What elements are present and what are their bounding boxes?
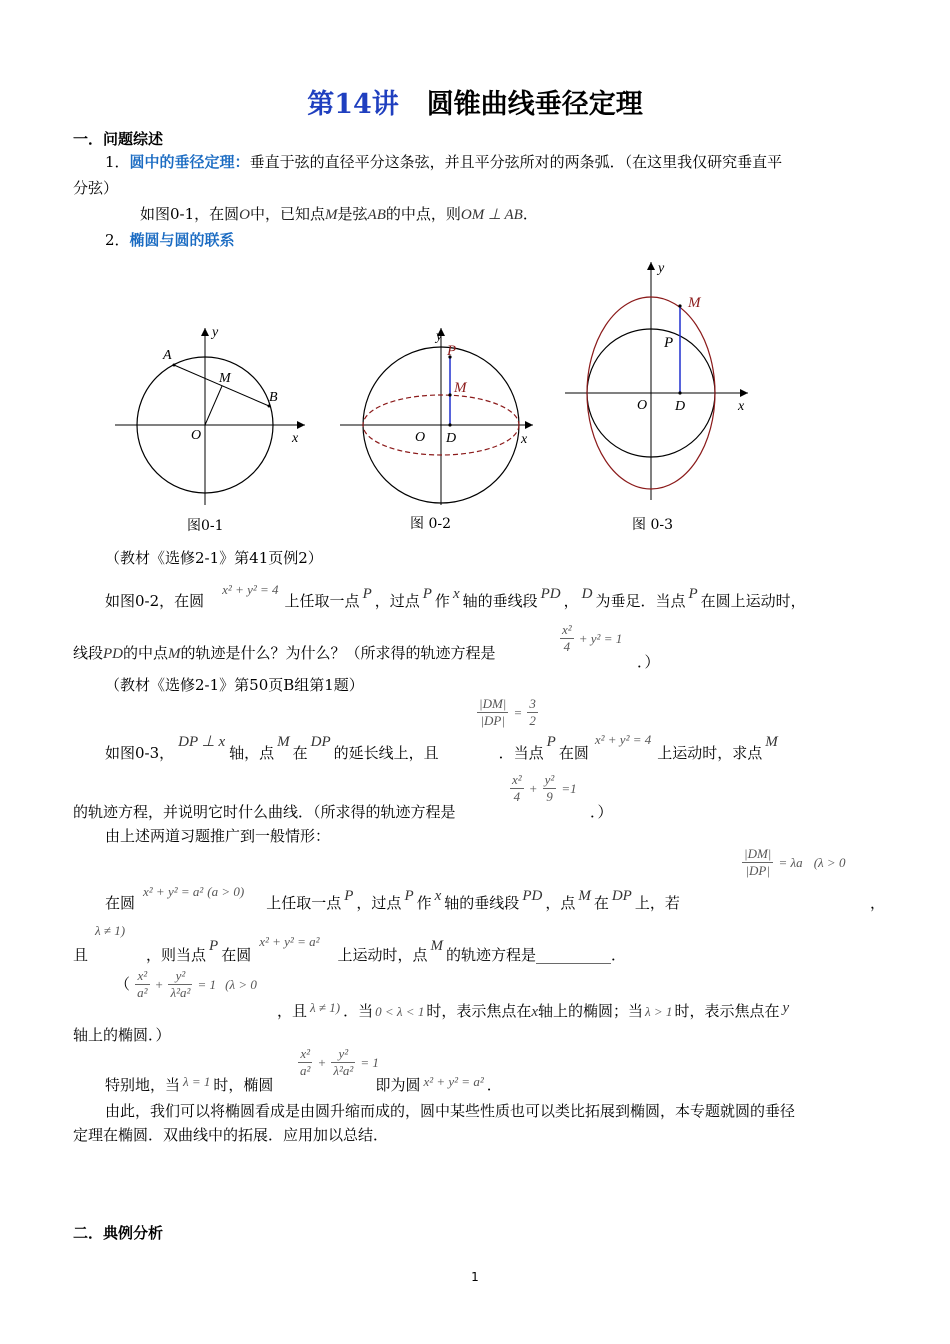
label-d: D	[675, 399, 686, 414]
general-line-1-comma: ，	[870, 894, 886, 912]
caption-0-2: 图 0-2	[410, 516, 451, 532]
example-2-line-2: 的轨迹方程，并说明它时什么曲线．（所求得的轨迹方程是	[73, 803, 456, 821]
summary-line-2: 定理在椭圆．双曲线中的拓展．应用加以总结．	[73, 1126, 389, 1144]
figure-0-3	[560, 258, 770, 508]
label-x: x	[292, 431, 299, 446]
caption-0-1: 图0-1	[187, 518, 224, 534]
lecture-number: 第14讲	[307, 89, 399, 120]
section-heading-2: 二．典例分析	[73, 1224, 164, 1242]
example-2-line-1: 如图0-3，DP ⊥ x轴，点M在DP的延长线上，且 ．当点P在圆x² + y² = 4上运动时，求点M	[105, 732, 778, 762]
special-case: 特别地，当 λ = 1 时，椭圆 即为圆 x² + y² = a² ．	[105, 1074, 502, 1094]
label-d: D	[446, 431, 457, 446]
example-1-end: ．）	[637, 653, 660, 671]
label-m: M	[219, 371, 231, 386]
label-o: O	[191, 428, 202, 443]
label-y: y	[658, 261, 665, 276]
caption-0-3: 图 0-3	[632, 517, 673, 533]
x-axis-arrow	[297, 421, 305, 429]
label-p: P	[447, 343, 457, 359]
special-ellipse-eq: $\frac{\text{x²}}{\text{a²}}$ + $\frac{\text{y²}}{\text{λ²a²}}$ = 1	[300, 1046, 379, 1078]
section-heading-1: 一．问题综述	[73, 130, 164, 148]
label-p: P	[664, 335, 674, 351]
general-answer-cont: 轴上的椭圆．）	[73, 1026, 171, 1044]
general-line-1: 在圆x² + y² = a² (a > 0)上任取一点 P ，过点 P 作 x 轴的垂线段 PD ，点 M 在 DP 上，若	[105, 884, 680, 912]
general-line-2: 且 ，则当点 P 在圆x² + y² = a²上运动时，点 M 的轨迹方程是__________．	[73, 934, 627, 964]
label-o: O	[415, 430, 426, 445]
label-m: M	[454, 380, 467, 396]
label-a: A	[163, 348, 172, 363]
fig01-statement: 如图0-1，在圆O中，已知点M是弦AB的中点，则OM ⊥ AB．	[140, 205, 538, 223]
example-2-end: ．）	[590, 803, 613, 821]
lecture-title: 圆锥曲线垂径定理	[426, 89, 643, 120]
page-number: 1	[471, 1270, 479, 1284]
item-1: 1．圆中的垂径定理：垂直于弦的直径平分这条弦，并且平分弦所对的两条弧．（在这里我仅研究垂直平	[105, 153, 783, 171]
example-1-line-2: 线段PD的中点M的轨迹是什么？为什么？（所求得的轨迹方程是	[73, 644, 496, 662]
item-1-cont: 分弦）	[73, 179, 119, 197]
example-1-answer: $\frac{\text{x²}}{4}$ + y² = 1	[562, 622, 623, 654]
figure-0-1	[110, 320, 310, 520]
general-answer-eq: （ $\frac{\text{x²}}{\text{a²}}$ + $\frac{\text{y²}}{\text{λ²a²}}$ = 1 (λ > 0	[115, 968, 257, 1000]
item-1-label: 圆中的垂径定理：	[129, 153, 250, 171]
page-title	[0, 82, 950, 121]
figure-0-2	[335, 320, 545, 520]
example-1-line-1: 如图0-2，在圆x² + y² = 4上任取一点 P ，过点 P 作 x 轴的垂线段 PD ， D 为垂足．当点 P 在圆上运动时，	[105, 582, 806, 610]
general-ratio: $\frac{|DM|}{|DP|}$ = λa (λ > 0	[744, 846, 846, 878]
reference-2: （教材《选修2-1》第50页B组第1题）	[105, 676, 364, 694]
label-b: B	[269, 390, 278, 405]
y-axis-arrow	[201, 328, 209, 336]
label-x: x	[521, 432, 528, 447]
label-y: y	[436, 329, 443, 344]
item-2-label: 椭圆与圆的联系	[129, 231, 235, 249]
summary-line-1: 由此，我们可以将椭圆看成是由圆升缩而成的，圆中某些性质也可以类比拓展到椭圆，本专题就圆的垂径	[105, 1102, 796, 1120]
ratio-fraction: $\frac{|DM|}{|DP|}$ = $\frac{3}{2}$	[479, 696, 536, 728]
lambda-condition: λ ≠ 1)	[95, 923, 126, 938]
reference-1: （教材《选修2-1》第41页例2）	[105, 549, 323, 567]
generalization-intro: 由上述两道习题推广到一般情形：	[105, 827, 331, 845]
label-m: M	[688, 295, 701, 311]
label-x: x	[738, 399, 745, 414]
label-y: y	[212, 325, 219, 340]
general-answer-text: ，且 λ ≠ 1) ．当 0 < λ < 1 时，表示焦点在x轴上的椭圆；当 λ > 1 时，表示焦点在 y	[277, 1000, 790, 1020]
segment-om	[205, 386, 222, 425]
label-o: O	[637, 398, 648, 413]
example-2-answer: $\frac{\text{x²}}{4}$ + $\frac{\text{y²}}{9}$ =1	[512, 772, 577, 804]
item-2: 2．椭圆与圆的联系	[105, 231, 235, 249]
